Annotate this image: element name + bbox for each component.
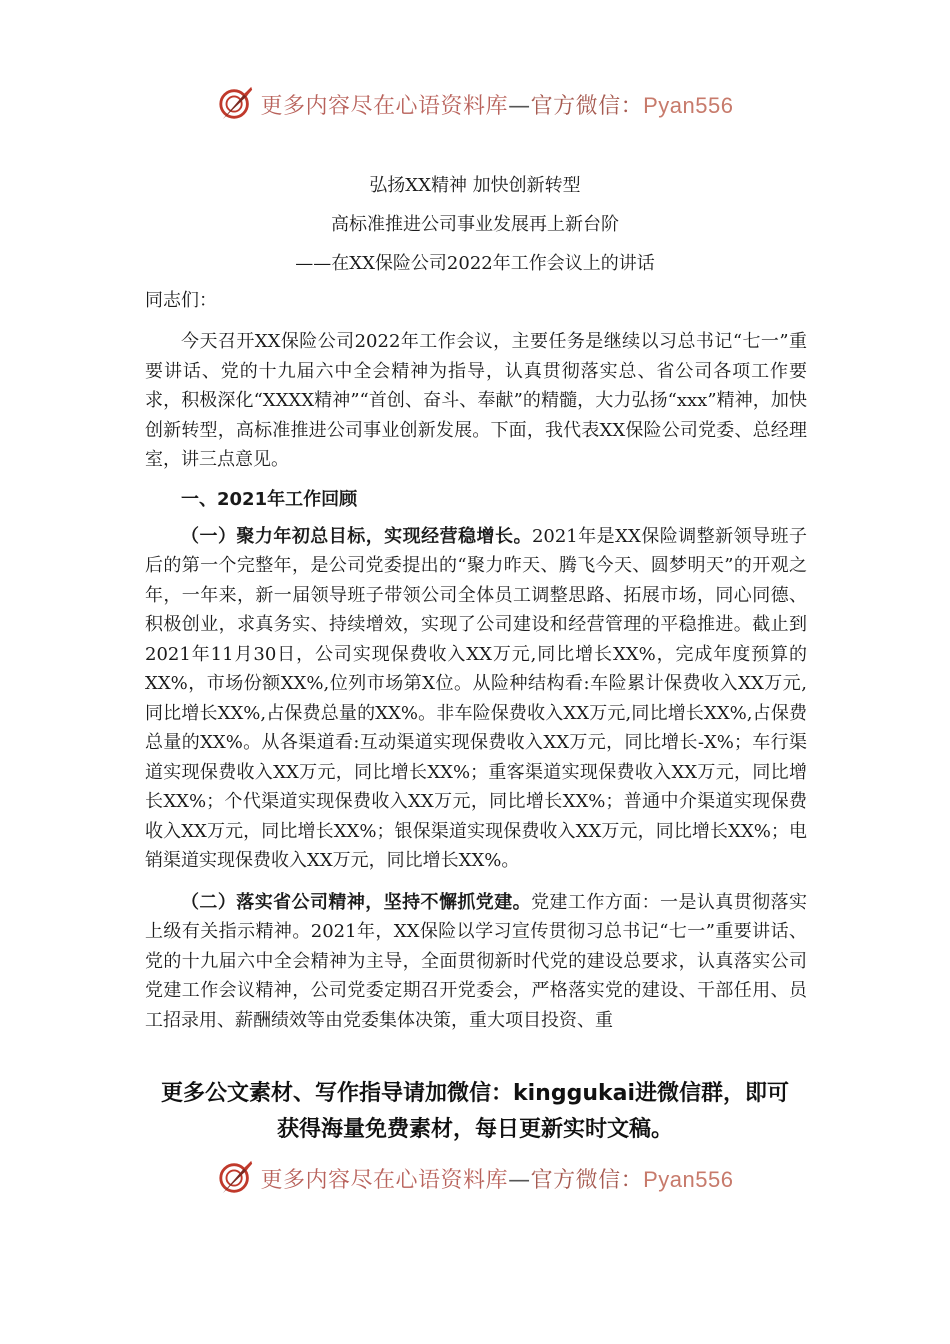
subsection-1-text: 2021年是XX保险调整新领导班子后的第一个完整年，是公司党委提出的“聚力昨天、腾飞今天、圆梦明天”的开观之年，一年来，新一届领导班子带领公司全体员工调整思路、拓展市场，同心同德、积极创业，求真务实、持续增效，实现了公司建设和经营管理的平稳推进。截止到2021年11月30日，公司实现保费收入XX万元,同比增长XX%，完成年度预算的XX%，市场份额XX%,位列市场第X位。从险种结构看:车险累计保费收入XX万元,同比增长XX%,占保费总量的XX%。非车险保费收入XX万元,同比增长XX%,占保费总量的XX%。从各渠道看:互动渠道实现保费收入XX万元，同比增长-X%；车行渠道实现保费收入XX万元，同比增长XX%；重客渠道实现保费收入XX万元，同比增长XX%；个代渠道实现保费收入XX万元，同比增长XX%；普通中介渠道实现保费收入XX万元，同比增长XX%；银保渠道实现保费收入XX万元，同比增长XX%；电销渠道实现保费收入XX万元，同比增长XX%。 bbox=[145, 525, 808, 871]
banner-wechat-label: 官方微信： bbox=[530, 93, 644, 119]
section-1-heading: 一、2021年工作回顾 bbox=[181, 488, 358, 510]
promo-line-1: 更多公文素材、写作指导请加微信：kinggukai进微信群，即可 bbox=[160, 1081, 789, 1106]
banner-wechat-id: Pyan556 bbox=[643, 92, 734, 118]
subsection-1-heading: （一）聚力年初总目标，实现经营稳增长。 bbox=[181, 525, 532, 547]
footer-wechat-label: 官方微信： bbox=[530, 1167, 644, 1193]
footer-banner-text bbox=[261, 1163, 734, 1194]
subsection-1-paragraph bbox=[145, 522, 807, 876]
footer-wechat-id: Pyan556 bbox=[643, 1166, 734, 1192]
footer-site-text: 更多内容尽在心语资料库 bbox=[260, 1167, 509, 1193]
quill-logo-icon bbox=[217, 85, 255, 123]
greeting: 同志们： bbox=[145, 290, 217, 311]
title-line-1: 弘扬XX精神 加快创新转型 bbox=[369, 175, 581, 196]
document-body bbox=[145, 286, 807, 1035]
quill-logo-icon bbox=[217, 1159, 255, 1197]
title-line-3: ——在XX保险公司2022年工作会议上的讲话 bbox=[295, 253, 655, 274]
promo-notice bbox=[0, 1076, 950, 1148]
banner-site-text: 更多内容尽在心语资料库 bbox=[260, 93, 509, 119]
promo-line-2: 获得海量免费素材，每日更新实时文稿。 bbox=[276, 1117, 673, 1142]
subsection-2-heading: （二）落实省公司精神，坚持不懈抓党建。 bbox=[181, 891, 532, 913]
title-line-2: 高标准推进公司事业发展再上新台阶 bbox=[331, 214, 619, 235]
subsection-2-paragraph bbox=[145, 888, 807, 1036]
footer-banner bbox=[0, 1156, 950, 1200]
banner-dash: — bbox=[508, 93, 531, 119]
header-banner bbox=[0, 82, 950, 126]
banner-text bbox=[261, 89, 734, 120]
subsection-2-text: 党建工作方面：一是认真贯彻落实上级有关指示精神。2021年，XX保险以学习宣传贯彻习总书记“七一”重要讲话、党的十九届六中全会精神为主导，全面贯彻新时代党的建设总要求，认真落实公司党建工作会议精神，公司党委定期召开党委会，严格落实党的建设、干部任用、员工招录用、薪酬绩效等由党委集体决策，重大项目投资、重 bbox=[145, 891, 808, 1031]
speech-titles bbox=[0, 166, 950, 283]
intro-paragraph: 今天召开XX保险公司2022年工作会议，主要任务是继续以习总书记“七一”重要讲话、党的十九届六中全会精神为指导，认真贯彻落实总、省公司各项工作要求，积极深化“XXXX精神”“首创、奋斗、奉献”的精髓，大力弘扬“xxx”精神，加快创新转型，高标准推进公司事业创新发展。下面，我代表XX保险公司党委、总经理室，讲三点意见。 bbox=[145, 331, 807, 470]
footer-dash: — bbox=[508, 1167, 531, 1193]
